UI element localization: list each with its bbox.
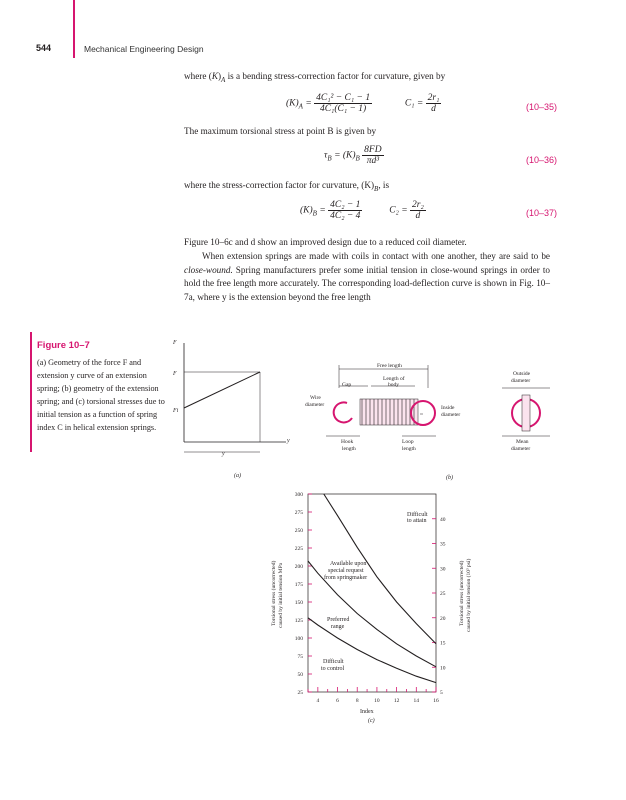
x-tick-label: 6	[336, 698, 339, 704]
panel-b-spring-geometry	[298, 358, 578, 483]
svg-text:Outside: Outside	[513, 371, 531, 377]
y2-tick-label: 5	[440, 690, 443, 696]
x-tick-label: 14	[413, 698, 420, 704]
svg-text:diameter: diameter	[441, 412, 461, 418]
svg-text:Loop: Loop	[402, 439, 414, 445]
y-tick-label: 275	[294, 510, 303, 516]
text-where-ka: where $(K)_A$ is a bending stress-correction factor for curvature, given by	[184, 71, 446, 84]
y-tick-label: 100	[294, 636, 303, 642]
y2-tick-label: 40	[440, 516, 446, 523]
page-number: 544	[36, 43, 52, 53]
panel-a-label: (a)	[234, 473, 241, 479]
panel-a-ydim: y	[222, 451, 225, 457]
figure-rule	[30, 332, 32, 452]
text-max-torsional: The maximum torsional stress at point B is given by	[184, 126, 377, 136]
y2-tick-label: 35	[440, 541, 446, 548]
eq35-fraction: $\frac{\text{4C₁² − C₁ − 1}}{\text{4C₁(C₁ − 1)}}$	[316, 93, 371, 114]
region-difficult-control-1: Difficult	[323, 659, 344, 665]
y-tick-label: 175	[294, 582, 303, 588]
panel-a-xlabel: y	[287, 438, 290, 444]
equation-number-10-35: (10–35)	[526, 102, 558, 112]
x-tick-label: 12	[393, 698, 400, 704]
panel-a-fi-level: Fi	[173, 408, 179, 414]
text-where-kb: where the stress-correction factor for curvature, $(K)_B$, is	[184, 180, 390, 193]
svg-text:diameter: diameter	[511, 378, 531, 384]
svg-text:Mean: Mean	[516, 439, 529, 445]
y-tick-label: 250	[294, 528, 303, 534]
x-tick-label: 4	[316, 698, 320, 704]
chart-right-axis-1: Torsional stress (uncorrected)	[459, 560, 465, 626]
x-tick-label: 16	[433, 698, 439, 704]
y-tick-label: 75	[297, 654, 303, 660]
region-preferred-1: Preferred	[327, 617, 350, 623]
equation-10-35: $(K)_A$ = $\frac{\text{4C₁² − C₁ − 1}}{\text{4C₁(C₁ − 1)}}$ C₁ = $\frac{\text{2r₁}}{d}$	[286, 93, 440, 114]
panel-c-chart	[260, 486, 490, 726]
svg-text:Wire: Wire	[310, 395, 321, 401]
region-avail-2: special request	[328, 568, 364, 574]
figure-label: Figure 10–7	[37, 340, 90, 351]
y2-tick-label: 20	[440, 615, 446, 622]
running-title: Mechanical Engineering Design	[84, 44, 204, 54]
region-preferred-2: range	[331, 624, 345, 630]
panel-a-force-extension	[170, 335, 300, 480]
y-tick-label: 300	[294, 492, 303, 498]
region-avail-1: Available upon	[330, 561, 367, 567]
panel-b-label: (b)	[446, 475, 453, 481]
svg-text:Gap: Gap	[342, 382, 352, 388]
chart-left-axis-1: Torsional stress (uncorrected)	[271, 560, 277, 626]
region-avail-3: from springmaker	[324, 575, 368, 581]
equation-number-10-37: (10–37)	[526, 208, 558, 218]
equation-10-36: $\tau_B = (K)_B$ $\frac{8FD}{\text{πd³}}$	[324, 145, 382, 166]
y2-tick-label: 15	[440, 640, 446, 647]
x-tick-label: 8	[355, 698, 359, 704]
region-difficult-attain-2: to attain	[407, 518, 427, 524]
svg-text:length: length	[402, 446, 416, 452]
svg-text:Free length: Free length	[377, 363, 402, 369]
panel-a-f-level: F	[173, 371, 177, 377]
panel-c-label: (c)	[368, 718, 375, 724]
equation-10-37: $(K)_B$ = $\frac{\text{4C₂ − 1}}{\text{4C₂ − 4}}$ C₂ = $\frac{\text{2r₂}}{d}$	[300, 200, 424, 221]
panel-a-ylabel: F	[173, 340, 177, 346]
y2-tick-label: 30	[440, 566, 446, 573]
y2-tick-label: 10	[440, 665, 446, 672]
y-tick-label: 225	[294, 546, 303, 552]
chart-right-axis-2: caused by initial tension (10³ psi)	[466, 558, 472, 632]
x-tick-label: 10	[374, 698, 380, 704]
svg-text:diameter: diameter	[305, 402, 325, 408]
svg-text:Inside: Inside	[441, 405, 455, 411]
chart-xlabel: Index	[360, 709, 374, 715]
region-difficult-attain-1: Difficult	[407, 512, 428, 518]
y-tick-label: 50	[297, 672, 303, 678]
text-figure-10-6: Figure 10–6c and d show an improved design due to a reduced coil diameter.	[184, 237, 467, 247]
y2-tick-label: 25	[440, 591, 446, 597]
y-tick-label: 200	[294, 564, 303, 570]
region-difficult-control-2: to control	[321, 666, 345, 672]
equation-number-10-36: (10–36)	[526, 155, 558, 165]
y-tick-label: 150	[294, 600, 303, 606]
y-tick-label: 25	[297, 690, 303, 696]
chart-left-axis-2: caused by initial tension MPa	[278, 562, 284, 628]
svg-text:diameter: diameter	[511, 446, 531, 452]
svg-text:Length of: Length of	[383, 376, 405, 382]
svg-text:Hook: Hook	[341, 439, 354, 445]
figure-caption: (a) Geometry of the force F and extension y curve of an extension spring; (b) geometry of the extension spring; and (c) torsional stresses due to initial tension as a function of spring index C in helical extension springs.	[37, 358, 165, 432]
y-tick-label: 125	[294, 618, 303, 624]
text-close-wound: When extension springs are made with coils in contact with one another, they are said to be close-wound. Spring manufacturers prefer some initial tension in close-wound springs in order to hold the free length more accurately. The corresponding load-deflection curve is shown in Fig. 10–7a, where y is the extension beyond the free length	[184, 251, 550, 302]
svg-text:body: body	[388, 382, 399, 388]
svg-text:length: length	[342, 446, 356, 452]
header-rule	[73, 0, 75, 58]
